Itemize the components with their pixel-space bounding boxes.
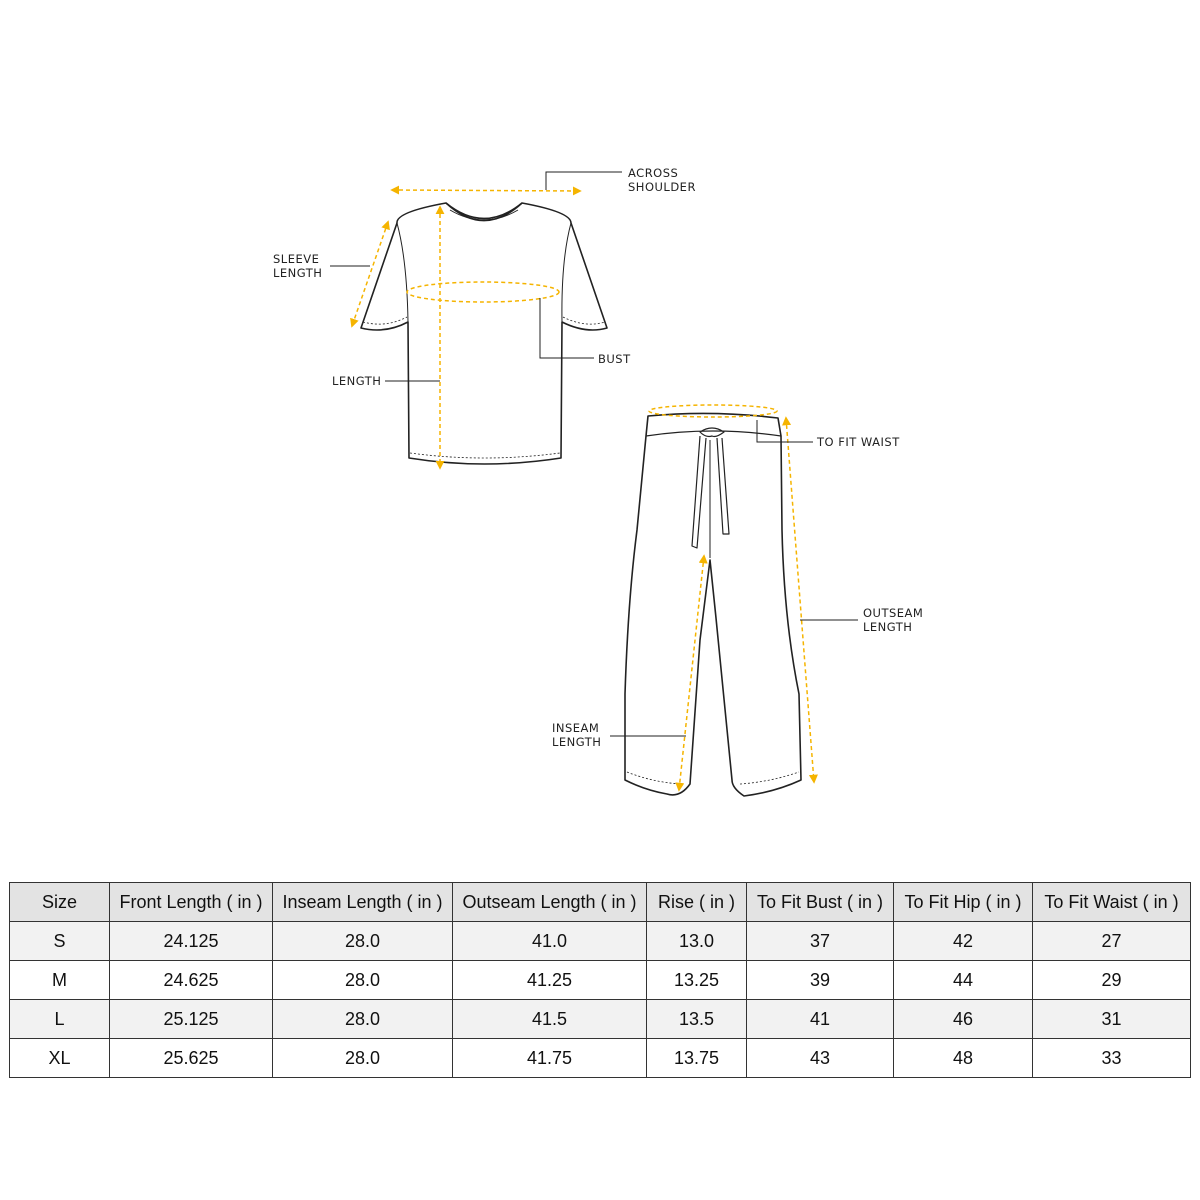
table-row (10, 1000, 1191, 1039)
table-row (10, 922, 1191, 961)
table-cell: 29 (1033, 961, 1191, 1000)
table-cell: 33 (1033, 1039, 1191, 1078)
measurement-labels (273, 166, 923, 749)
column-header-size: Size (10, 883, 110, 922)
label-sleeve-length-2: LENGTH (273, 266, 323, 280)
table-cell: 39 (747, 961, 894, 1000)
table-cell: 13.25 (647, 961, 747, 1000)
table-header-row (10, 883, 1191, 922)
column-header-front-length: Front Length ( in ) (110, 883, 273, 922)
column-header-rise: Rise ( in ) (647, 883, 747, 922)
label-across-shoulder-1: ACROSS (628, 166, 679, 180)
label-to-fit-waist: TO FIT WAIST (817, 435, 900, 449)
table-cell: 28.0 (273, 1039, 453, 1078)
table-cell: 44 (894, 961, 1033, 1000)
table-cell: 41.0 (453, 922, 647, 961)
table-cell: 25.125 (110, 1000, 273, 1039)
table-row (10, 1039, 1191, 1078)
label-outseam-length-1: OUTSEAM (863, 606, 924, 620)
table-cell: 43 (747, 1039, 894, 1078)
table-cell: 37 (747, 922, 894, 961)
table-cell: 41 (747, 1000, 894, 1039)
column-header-to-fit-hip: To Fit Hip ( in ) (894, 883, 1033, 922)
table-cell: 31 (1033, 1000, 1191, 1039)
table-cell: 41.25 (453, 961, 647, 1000)
table-cell: 42 (894, 922, 1033, 961)
table-cell: 48 (894, 1039, 1033, 1078)
table-cell: XL (10, 1039, 110, 1078)
label-inseam-length-1: INSEAM (552, 721, 600, 735)
table-row (10, 961, 1191, 1000)
table-cell: 28.0 (273, 1000, 453, 1039)
label-outseam-length-2: LENGTH (863, 620, 913, 634)
label-sleeve-length-1: SLEEVE (273, 252, 320, 266)
across-shoulder-arrow (392, 190, 580, 191)
table-cell: 24.625 (110, 961, 273, 1000)
table-cell: 46 (894, 1000, 1033, 1039)
table-cell: 13.5 (647, 1000, 747, 1039)
table-cell: 13.75 (647, 1039, 747, 1078)
label-length: LENGTH (332, 374, 382, 388)
label-across-shoulder-2: SHOULDER (628, 180, 696, 194)
table-cell: 28.0 (273, 961, 453, 1000)
tshirt-illustration (361, 203, 607, 464)
table-cell: 28.0 (273, 922, 453, 961)
table-cell: L (10, 1000, 110, 1039)
table-cell: S (10, 922, 110, 961)
column-header-inseam-length: Inseam Length ( in ) (273, 883, 453, 922)
label-inseam-length-2: LENGTH (552, 735, 602, 749)
table-cell: 41.75 (453, 1039, 647, 1078)
table-cell: M (10, 961, 110, 1000)
column-header-to-fit-waist: To Fit Waist ( in ) (1033, 883, 1191, 922)
size-chart-table (9, 882, 1191, 1078)
table-cell: 24.125 (110, 922, 273, 961)
label-bust: BUST (598, 352, 631, 366)
pants-illustration (625, 413, 801, 796)
column-header-to-fit-bust: To Fit Bust ( in ) (747, 883, 894, 922)
table-cell: 25.625 (110, 1039, 273, 1078)
table-cell: 13.0 (647, 922, 747, 961)
table-cell: 41.5 (453, 1000, 647, 1039)
column-header-outseam-length: Outseam Length ( in ) (453, 883, 647, 922)
table-cell: 27 (1033, 922, 1191, 961)
